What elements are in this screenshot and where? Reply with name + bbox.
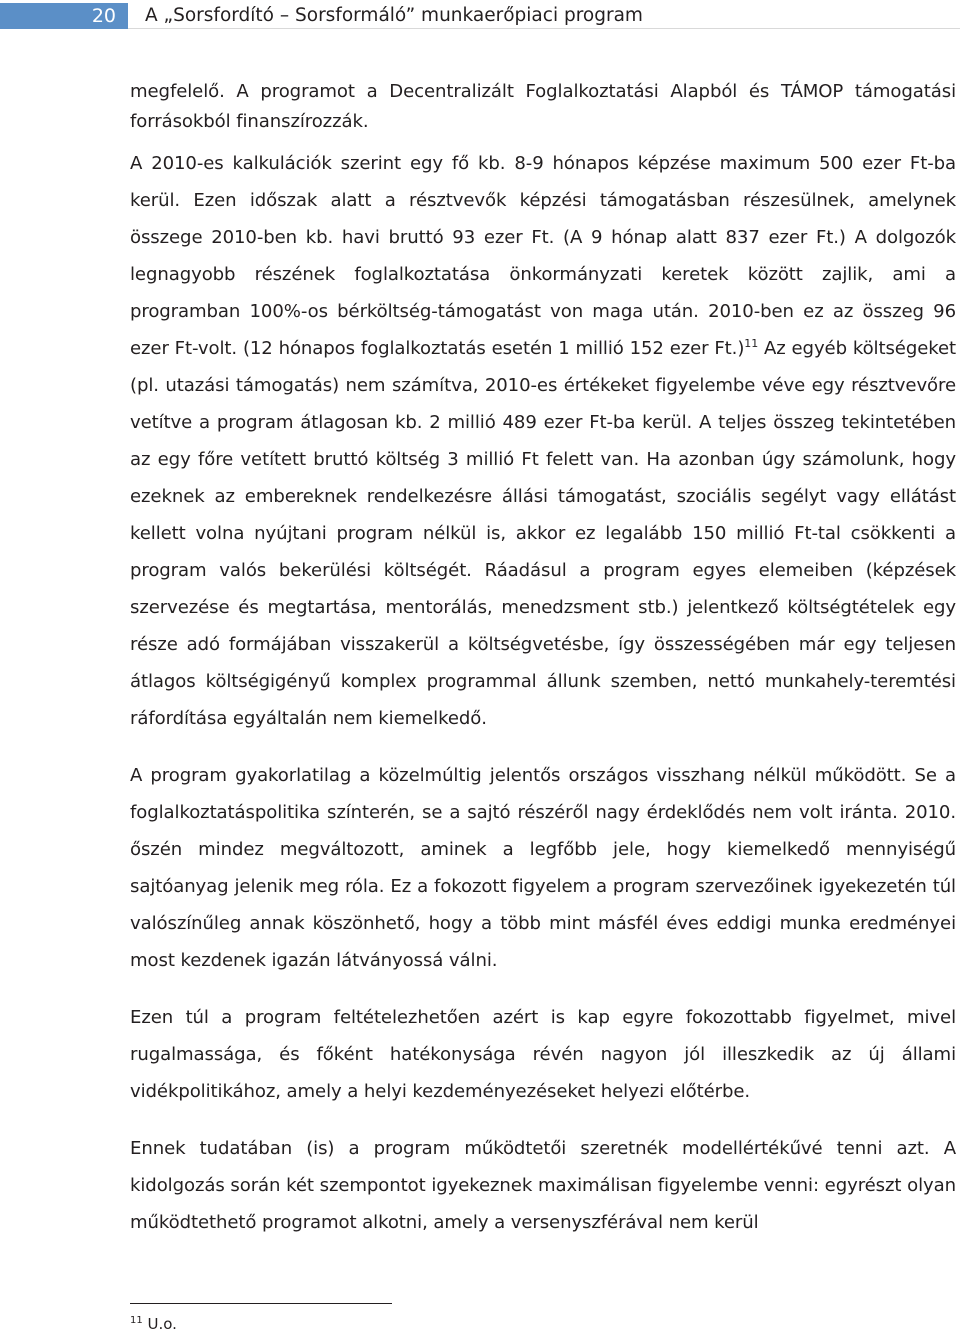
footnote-reference[interactable]: 11 — [744, 337, 759, 350]
running-header — [0, 0, 960, 32]
paragraph-2-part-b: Az egyéb költségeket (pl. utazási támogatás) nem számítva, 2010-es értékeket figyelembe véve egy résztvevőre vetítve a program átlagosan kb. 2 millió 489 ezer Ft-ba kerül. A teljes összeg tekintetében az egy főre vetített bruttó költség 3 millió Ft felett van. Ha azonban úgy számolunk, hogy ezeknek az embereknek rendelkezésre állási támogatást, szociális segélyt vagy ellátást kellett volna nyújtani program nélkül is, akkor ez legalább 150 millió Ft-tal csökkenti a program valós bekerülési költségét. Ráadásul a program egyes elemeiben (képzések szervezése és megtartása, mentorálás, menedzsment stb.) jelentkező költségtételek egy része adó formájában visszakerül a költségvetésbe, így összességében már egy teljesen átlagos költségigényű komplex programmal állunk szemben, nettó munkahely-teremtési ráfordítása egyáltalán nem kiemelkedő. — [130, 338, 957, 729]
header-rule — [128, 28, 960, 29]
paragraph-3: A program gyakorlatilag a közelmúltig jelentős országos visszhang nélkül működött. Se a foglalkoztatáspolitika színterén, se a sajtó részéről nagy érdeklődés nem volt iránta. 2010. őszén mindez megváltozott, aminek a legfőbb jele, hogy kiemelkedő mennyiségű sajtóanyag jelenik meg róla. Ez a fokozott figyelem a program szervezőinek igyekezetén túl valószínűleg annak köszönhető, hogy a több mint másfél éves eddigi munka eredményei most kezdenek igazán látványossá válni. — [130, 765, 956, 971]
paragraph-2-part-a: A 2010-es kalkulációk szerint egy fő kb. 8-9 hónapos képzése maximum 500 ezer Ft-ba kerül. Ezen időszak alatt a résztvevők képzési támogatásban részesülnek, amelynek összege 2010-ben kb. havi bruttó 93 ezer Ft. (A 9 hónap alatt 837 ezer Ft.) A dolgozók legnagyobb részének foglalkoztatása önkormányzati keretek között zajlik, ami a programban 100%-os bérköltség-támogatást von maga után. 2010-ben ez az összeg 96 ezer Ft-volt. (12 hónapos foglalkoztatás esetén 1 millió 152 ezer Ft.) — [130, 153, 956, 359]
footnote-rule — [130, 1303, 392, 1304]
page-number: 20 — [0, 3, 128, 29]
footnote — [130, 1314, 177, 1334]
paragraph-5: Ennek tudatában (is) a program működtetői szeretnék modellértékűvé tenni azt. A kidolgozás során két szempontot igyekeznek maximálisan figyelembe venni: egyrészt olyan működtethető programot alkotni, amely a versenyszférával nem kerül — [130, 1138, 956, 1233]
paragraph-4: Ezen túl a program feltételezhetően azért is kap egyre fokozottabb figyelmet, mivel rugalmassága, és főként hatékonysága révén nagyon jól illeszkedik az új állami vidékpolitikához, amely a helyi kezdeményezéseket helyezi előtérbe. — [130, 1007, 956, 1102]
paragraph-2 — [130, 145, 956, 737]
running-title: A „Sorsfordító – Sorsformáló” munkaerőpiaci program — [145, 5, 643, 26]
footnote-text: U.o. — [142, 1315, 177, 1333]
paragraph-1: megfelelő. A programot a Decentralizált Foglalkoztatási Alapból és TÁMOP támogatási forrásokból finanszírozzák. — [130, 81, 956, 132]
body-text — [130, 77, 956, 1261]
footnote-number: 11 — [130, 1315, 143, 1326]
